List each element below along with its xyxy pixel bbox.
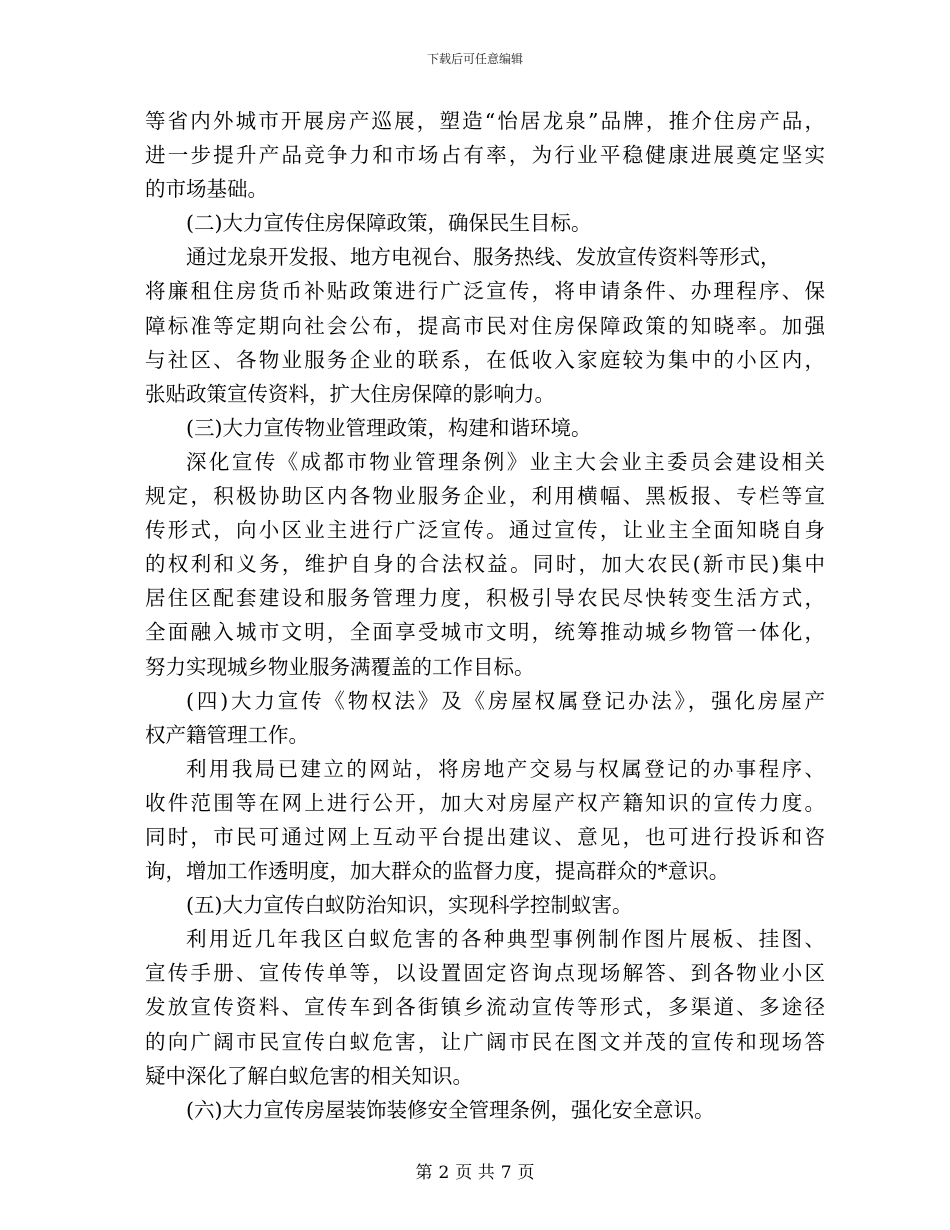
text-line: 障标准等定期向社会公布，提高市民对住房保障政策的知晓率。加强: [145, 313, 825, 338]
text-line: 深化宣传《成都市物业管理条例》业主大会业主委员会建设相关: [186, 449, 825, 474]
page-number: 2: [438, 1163, 450, 1183]
text-line: 疑中深化了解白蚁危害的相关知识。: [145, 1063, 473, 1088]
text-line: 的市场基础。: [145, 177, 268, 202]
footer-middle: 页 共: [455, 1163, 495, 1183]
text-line: 将廉租住房货币补贴政策进行广泛宣传，将申请条件、办理程序、保: [145, 279, 825, 304]
text-line: (二)大力宣传住房保障政策，确保民生目标。: [186, 211, 592, 236]
text-line: 宣传手册、宣传传单等，以设置固定咨询点现场解答、到各物业小区: [145, 961, 825, 986]
document-body: [145, 104, 825, 1127]
text-line: 张贴政策宣传资料，扩大住房保障的影响力。: [145, 381, 555, 406]
text-line: 等省内外城市开展房产巡展，塑造“怡居龙泉”品牌，推介住房产品，: [145, 109, 825, 133]
text-line: 收件范围等在网上进行公开，加大对房屋产权产籍知识的宣传力度。: [145, 790, 825, 815]
text-line: 通过龙泉开发报、地方电视台、服务热线、发放宣传资料等形式，: [186, 245, 781, 270]
text-line: (五)大力宣传白蚁防治知识，实现科学控制蚁害。: [186, 893, 633, 918]
text-line: 努力实现城乡物业服务满覆盖的工作目标。: [145, 654, 535, 679]
text-line: 利用近几年我区白蚁危害的各种典型事例制作图片展板、挂图、: [186, 927, 825, 952]
text-line: (六)大力宣传房屋装饰装修安全管理条例，强化安全意识。: [186, 1097, 715, 1122]
footer-suffix: 页: [517, 1163, 535, 1183]
text-line: 利用我局已建立的网站，将房地产交易与权属登记的办事程序、: [186, 756, 825, 781]
text-line: 权产籍管理工作。: [145, 722, 309, 747]
footer-prefix: 第: [415, 1163, 433, 1183]
page-footer: [0, 1158, 950, 1183]
text-line: 询，增加工作透明度，加大群众的监督力度，提高群众的*意识。: [145, 859, 730, 884]
text-line: 的向广阔市民宣传白蚁危害，让广阔市民在图文并茂的宣传和现场答: [145, 1029, 825, 1054]
text-line: 全面融入城市文明，全面享受城市文明，统筹推动城乡物管一体化，: [145, 620, 825, 645]
text-line: 居住区配套建设和服务管理力度，积极引导农民尽快转变生活方式，: [145, 586, 825, 611]
text-line: 传形式，向小区业主进行广泛宣传。通过宣传，让业主全面知晓自身: [145, 518, 825, 543]
page-header: 下载后可任意编辑: [426, 52, 523, 66]
text-line: 与社区、各物业服务企业的联系，在低收入家庭较为集中的小区内，: [145, 347, 825, 372]
text-line: (四)大力宣传《物权法》及《房屋权属登记办法》，强化房屋产: [186, 688, 825, 713]
text-line: 发放宣传资料、宣传车到各街镇乡流动宣传等形式，多渠道、多途径: [145, 995, 825, 1020]
text-line: 同时，市民可通过网上互动平台提出建议、意见，也可进行投诉和咨: [145, 824, 825, 849]
total-pages: 7: [500, 1163, 512, 1183]
text-line: 的权利和义务，维护自身的合法权益。同时，加大农民(新市民)集中: [145, 552, 825, 577]
text-line: (三)大力宣传物业管理政策，构建和谐环境。: [186, 415, 592, 440]
text-line: 规定，积极协助区内各物业服务企业，利用横幅、黑板报、专栏等宣: [145, 484, 825, 509]
text-line: 进一步提升产品竞争力和市场占有率，为行业平稳健康进展奠定坚实: [145, 143, 825, 168]
